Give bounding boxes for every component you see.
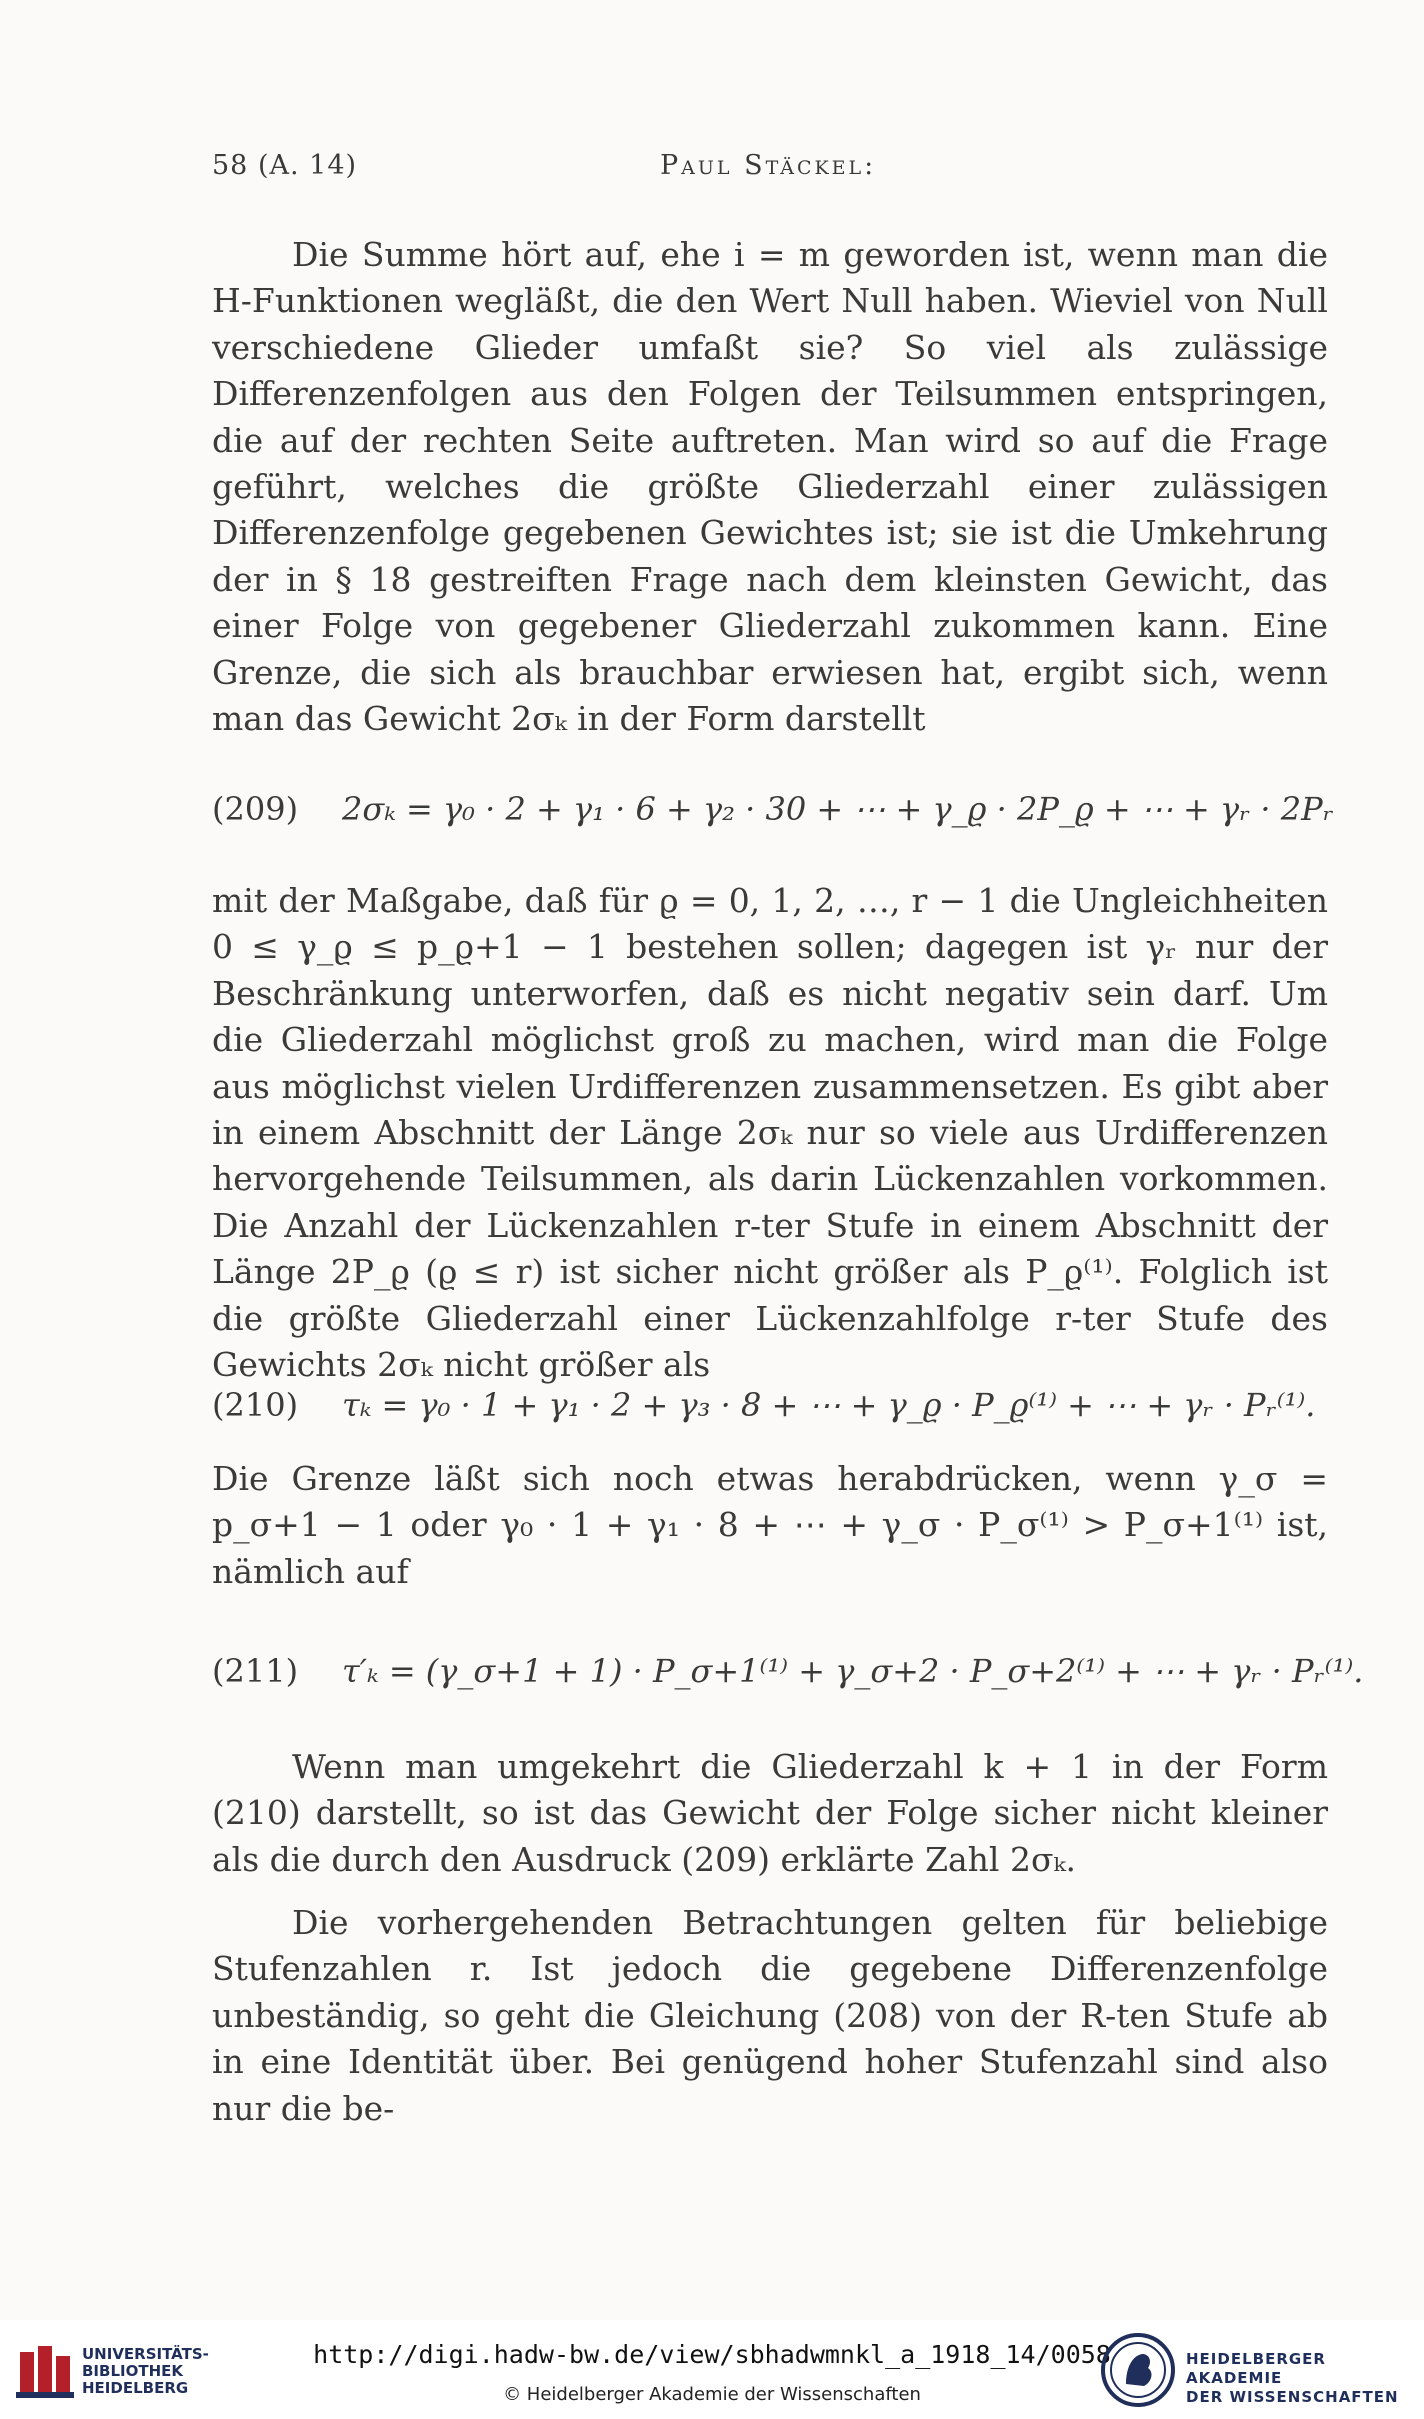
copyright-notice: © Heidelberger Akademie der Wissenschaften: [503, 2384, 921, 2405]
paragraph-3: Die Grenze läßt sich noch etwas herabdrücken, wenn γ_σ = p_σ+1 − 1 oder γ₀ · 1 + γ₁ · 8 + ⋯ + γ_σ · P_σ⁽¹⁾ > P_σ+1⁽¹⁾ ist, nämlich auf: [212, 1459, 1328, 1591]
equation-number: (210): [212, 1386, 299, 1424]
paragraph-4: Wenn man umgekehrt die Gliederzahl k + 1 in der Form (210) darstellt, so ist das Gewicht der Folge sicher nicht kleiner als die durch den Ausdruck (209) erklärte Zahl 2σₖ.: [212, 1747, 1328, 1879]
equation-body: τₖ = γ₀ · 1 + γ₁ · 2 + γ₃ · 8 + ⋯ + γ_ϱ · P_ϱ⁽¹⁾ + ⋯ + γᵣ · Pᵣ⁽¹⁾.: [342, 1386, 1316, 1424]
permalink-url[interactable]: http://digi.hadw-bw.de/view/sbhadwmnkl_a_1918_14/0058: [313, 2340, 1111, 2369]
equation-number: (209): [212, 790, 299, 828]
academy-name: HEIDELBERGER AKADEMIE DER WISSENSCHAFTEN: [1186, 2350, 1399, 2406]
running-author: Paul Stäckel:: [660, 150, 877, 181]
equation-211: [212, 1652, 1364, 1702]
equation-210: [212, 1386, 1328, 1436]
academy-seal-icon: [1100, 2332, 1176, 2408]
university-library-name: UNIVERSITÄTS- BIBLIOTHEK HEIDELBERG: [82, 2345, 209, 2397]
paragraph-2: mit der Maßgabe, daß für ϱ = 0, 1, 2, …, r − 1 die Ungleichheiten 0 ≤ γ_ϱ ≤ p_ϱ+1 − 1 bestehen sollen; dagegen ist γᵣ nur der Beschränkung unterworfen, daß es nicht negativ sein darf. Um die Gliederzahl möglichst groß zu machen, wird man die Folge aus möglichst vielen Urdifferenzen zusammensetzen. Es gibt aber in einem Abschnitt der Länge 2σₖ nur so viele aus Urdifferenzen hervorgehende Teilsummen, als darin Lückenzahlen vorkommen. Die Anzahl der Lückenzahlen r-ter Stufe in einem Abschnitt der Länge 2P_ϱ (ϱ ≤ r) ist sicher nicht größer als P_ϱ⁽¹⁾. Folglich ist die größte Gliederzahl einer Lückenzahlfolge r-ter Stufe des Gewichts 2σₖ nicht größer als: [212, 881, 1328, 1385]
equation-number: (211): [212, 1652, 299, 1690]
footer-bar: [0, 2320, 1424, 2419]
running-head: [212, 150, 1328, 190]
equation-209: [212, 790, 1334, 840]
paragraph-5: Die vorhergehenden Betrachtungen gelten für beliebige Stufenzahlen r. Ist jedoch die gegebene Differenzenfolge unbeständig, so geht die Gleichung (208) von der R-ten Stufe ab in eine Identität über. Bei genügend hoher Stufenzahl sind also nur die be-: [212, 1903, 1328, 2128]
paragraph-1: Die Summe hört auf, ehe i = m geworden ist, wenn man die H-Funktionen wegläßt, die den Wert Null haben. Wieviel von Null verschiedene Glieder umfaßt sie? So viel als zulässige Differenzenfolgen aus den Folgen der Teilsummen entspringen, die auf der rechten Seite auftreten. Man wird so auf die Frage geführt, welches die größte Gliederzahl einer zulässigen Differenzenfolge gegebenen Gewichtes ist; sie ist die Umkehrung der in § 18 gestreiften Frage nach dem kleinsten Gewicht, das einer Folge von gegebener Gliederzahl zukommen kann. Eine Grenze, die sich als brauchbar erwiesen hat, ergibt sich, wenn man das Gewicht 2σₖ in der Form darstellt: [212, 235, 1328, 739]
page-number: 58 (A. 14): [212, 150, 358, 181]
equation-body: τ′ₖ = (γ_σ+1 + 1) · P_σ+1⁽¹⁾ + γ_σ+2 · P_σ+2⁽¹⁾ + ⋯ + γᵣ · Pᵣ⁽¹⁾.: [342, 1652, 1364, 1690]
equation-body: 2σₖ = γ₀ · 2 + γ₁ · 6 + γ₂ · 30 + ⋯ + γ_ϱ · 2P_ϱ + ⋯ + γᵣ · 2Pᵣ: [342, 790, 1334, 828]
